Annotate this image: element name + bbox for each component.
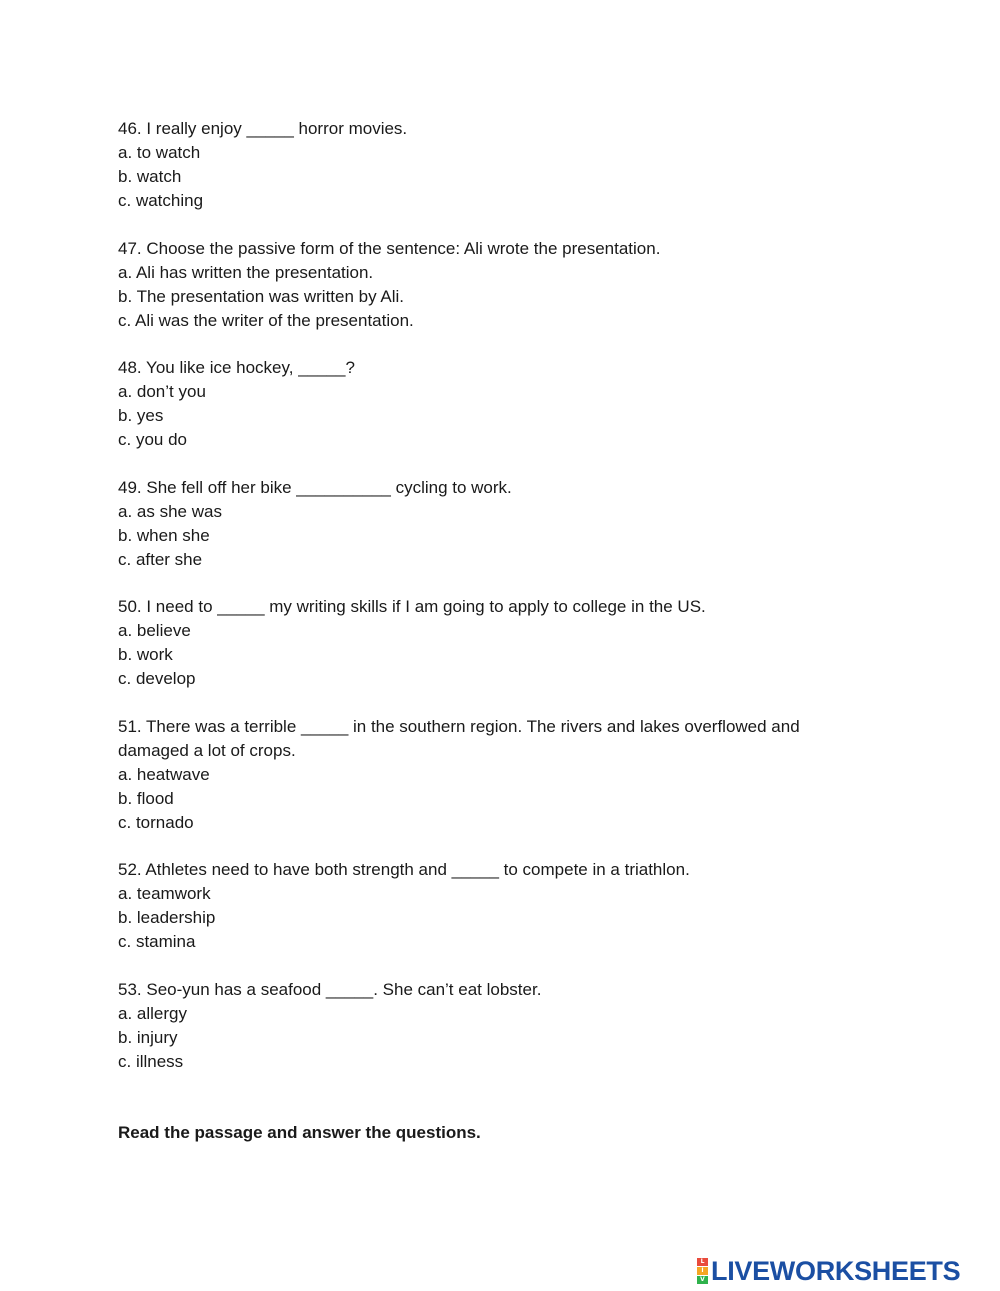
question-48: [118, 356, 918, 452]
worksheet-page: [118, 117, 918, 1097]
logo-square-v: V: [697, 1276, 708, 1284]
option-c[interactable]: c. after she: [118, 549, 203, 569]
logo-text: LIVEWORKSHEETS: [711, 1255, 961, 1286]
option-a[interactable]: a. believe: [118, 621, 191, 640]
option-b[interactable]: b. work: [118, 645, 173, 664]
logo-square-i: I: [697, 1267, 708, 1275]
liveworksheets-logo-icon: [697, 1258, 708, 1284]
question-stem: 51. There was a terrible _____ in the southern region. The rivers and lakes overflowed and: [118, 716, 800, 736]
question-stem: 52. Athletes need to have both strength and _____ to compete in a triathlon.: [118, 860, 690, 879]
option-c[interactable]: c. watching: [118, 191, 204, 210]
option-a[interactable]: a. heatwave: [118, 764, 210, 784]
option-c[interactable]: c. Ali was the writer of the presentation.: [118, 310, 414, 330]
option-c[interactable]: c. develop: [118, 669, 196, 688]
option-b[interactable]: b. leadership: [118, 908, 216, 927]
option-b[interactable]: b. flood: [118, 788, 174, 808]
option-c[interactable]: c. tornado: [118, 812, 194, 832]
passage-instructions: Read the passage and answer the questions.: [118, 1123, 481, 1142]
option-b[interactable]: b. The presentation was written by Ali.: [118, 286, 405, 306]
logo-square-l: L: [697, 1258, 708, 1266]
question-49: [118, 476, 918, 572]
question-46: [118, 117, 918, 213]
option-b[interactable]: b. watch: [118, 167, 182, 186]
option-c[interactable]: c. you do: [118, 430, 187, 449]
option-a[interactable]: a. as she was: [118, 501, 222, 521]
question-47: [118, 237, 918, 333]
option-b[interactable]: b. injury: [118, 1027, 178, 1047]
option-a[interactable]: a. allergy: [118, 1003, 187, 1023]
option-c[interactable]: c. stamina: [118, 932, 196, 951]
question-stem-continued: damaged a lot of crops.: [118, 740, 296, 760]
question-50: [118, 595, 918, 691]
option-a[interactable]: a. Ali has written the presentation.: [118, 262, 374, 282]
question-stem: 49. She fell off her bike __________ cycling to work.: [118, 477, 512, 497]
question-53: [118, 978, 918, 1074]
question-stem: 53. Seo-yun has a seafood _____. She can’t eat lobster.: [118, 979, 542, 999]
question-stem: 47. Choose the passive form of the sentence: Ali wrote the presentation.: [118, 238, 661, 258]
option-a[interactable]: a. to watch: [118, 143, 201, 162]
option-b[interactable]: b. yes: [118, 406, 164, 425]
option-a[interactable]: a. don’t you: [118, 382, 206, 401]
question-stem: 46. I really enjoy _____ horror movies.: [118, 119, 408, 138]
question-52: [118, 858, 918, 954]
liveworksheets-logo: [697, 1255, 960, 1287]
option-a[interactable]: a. teamwork: [118, 884, 211, 903]
question-stem: 48. You like ice hockey, _____?: [118, 358, 355, 377]
option-c[interactable]: c. illness: [118, 1051, 184, 1071]
question-stem: 50. I need to _____ my writing skills if I am going to apply to college in the US.: [118, 597, 706, 616]
question-51: [118, 715, 918, 835]
option-b[interactable]: b. when she: [118, 525, 210, 545]
